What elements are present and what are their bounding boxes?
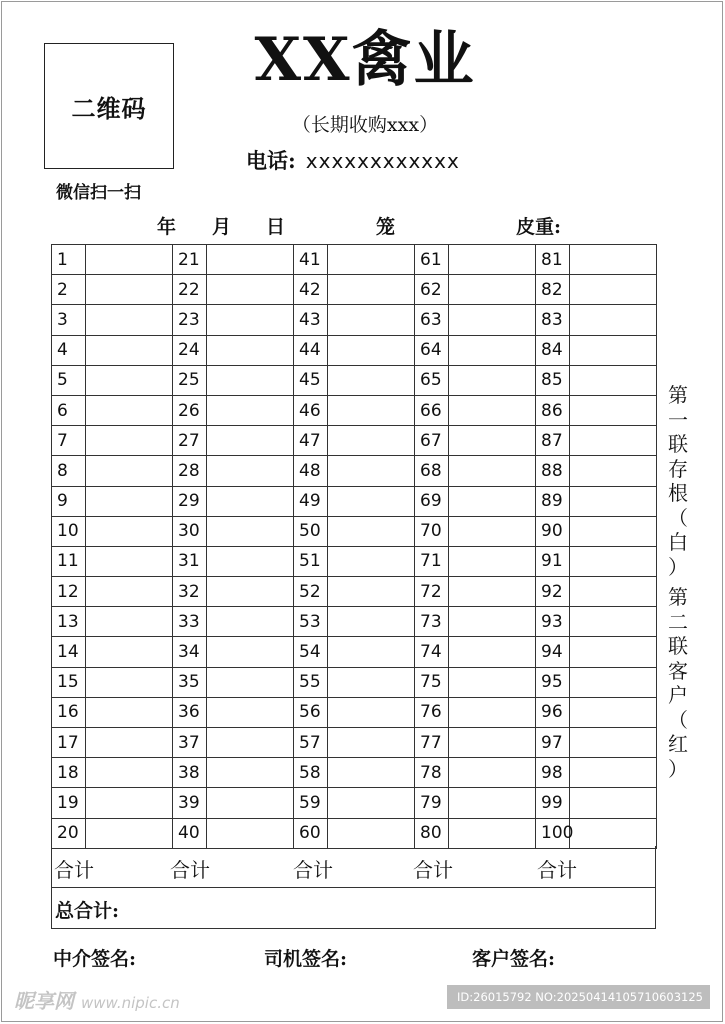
row-number-cell: 16 (52, 697, 86, 727)
row-number-cell: 40 (173, 818, 207, 848)
table-row (52, 637, 657, 667)
row-number-cell: 11 (52, 546, 86, 576)
row-number-cell: 29 (173, 486, 207, 516)
weight-entry-cell[interactable] (570, 245, 657, 275)
row-number-cell: 38 (173, 758, 207, 788)
weight-entry-cell[interactable] (86, 788, 173, 818)
weight-entry-cell[interactable] (570, 275, 657, 305)
watermark-logo (14, 985, 180, 1014)
row-number-cell: 94 (536, 637, 570, 667)
table-row (52, 818, 657, 848)
row-number-cell: 27 (173, 426, 207, 456)
weight-entry-cell[interactable] (570, 818, 657, 848)
row-number-cell: 10 (52, 516, 86, 546)
row-number-cell: 80 (415, 818, 449, 848)
weight-entry-cell[interactable] (570, 486, 657, 516)
weight-entry-cell[interactable] (570, 788, 657, 818)
row-number-cell: 85 (536, 365, 570, 395)
cage-count-label: 笼 (376, 216, 396, 238)
company-subtitle: （长期收购xxx） (291, 114, 439, 136)
row-number-cell: 86 (536, 395, 570, 425)
row-number-cell: 88 (536, 456, 570, 486)
weight-entry-cell[interactable] (86, 426, 173, 456)
row-number-cell: 77 (415, 728, 449, 758)
weight-entry-cell[interactable] (207, 607, 294, 637)
row-number-cell: 55 (294, 667, 328, 697)
row-number-cell: 82 (536, 275, 570, 305)
weight-entry-cell[interactable] (86, 546, 173, 576)
row-number-cell: 44 (294, 335, 328, 365)
weight-entry-cell[interactable] (86, 275, 173, 305)
row-number-cell: 48 (294, 456, 328, 486)
table-row (52, 577, 657, 607)
table-row (52, 546, 657, 576)
row-number-cell: 3 (52, 305, 86, 335)
row-number-cell: 34 (173, 637, 207, 667)
table-row (52, 365, 657, 395)
row-number-cell: 59 (294, 788, 328, 818)
table-row (52, 426, 657, 456)
table-row (52, 335, 657, 365)
weight-entry-cell[interactable] (86, 758, 173, 788)
weight-entry-cell[interactable] (570, 728, 657, 758)
qr-code-placeholder (44, 43, 174, 169)
table-row (52, 728, 657, 758)
weight-entry-cell[interactable] (570, 426, 657, 456)
row-number-cell: 66 (415, 395, 449, 425)
weight-entry-cell[interactable] (449, 275, 536, 305)
side-label-second-copy: 第 二 联 客 户 （ 红 ） (668, 585, 688, 781)
weight-entry-cell[interactable] (449, 577, 536, 607)
row-number-cell: 62 (415, 275, 449, 305)
row-number-cell: 73 (415, 607, 449, 637)
row-number-cell: 42 (294, 275, 328, 305)
weight-entry-cell[interactable] (86, 395, 173, 425)
weight-entry-cell[interactable] (328, 335, 415, 365)
row-number-cell: 15 (52, 667, 86, 697)
row-number-cell: 24 (173, 335, 207, 365)
weight-entry-cell[interactable] (328, 275, 415, 305)
row-number-cell: 95 (536, 667, 570, 697)
weight-entry-cell[interactable] (328, 365, 415, 395)
date-year-label: 年 (157, 216, 177, 238)
weight-entry-cell[interactable] (328, 245, 415, 275)
weight-entry-cell[interactable] (328, 516, 415, 546)
side-label-first-copy: 第 一 联 存 根 （ 白 ） (668, 383, 688, 579)
row-number-cell: 54 (294, 637, 328, 667)
row-number-cell: 79 (415, 788, 449, 818)
weight-entry-cell[interactable] (570, 697, 657, 727)
weight-entry-cell[interactable] (207, 456, 294, 486)
grand-total-row (51, 888, 656, 929)
agent-signature-label: 中介签名: (53, 948, 137, 970)
weight-entry-cell[interactable] (86, 486, 173, 516)
row-number-cell: 76 (415, 697, 449, 727)
weight-entry-cell[interactable] (328, 637, 415, 667)
weight-entry-cell[interactable] (207, 577, 294, 607)
table-row (52, 305, 657, 335)
weight-entry-cell[interactable] (328, 486, 415, 516)
weight-entry-cell[interactable] (449, 546, 536, 576)
table-row (52, 758, 657, 788)
row-number-cell: 18 (52, 758, 86, 788)
weight-entry-cell[interactable] (207, 697, 294, 727)
weight-entry-cell[interactable] (570, 335, 657, 365)
row-number-cell: 53 (294, 607, 328, 637)
row-number-cell: 89 (536, 486, 570, 516)
row-number-cell: 36 (173, 697, 207, 727)
weight-entry-cell[interactable] (86, 335, 173, 365)
row-number-cell: 6 (52, 395, 86, 425)
weight-entry-cell[interactable] (328, 607, 415, 637)
weight-entry-cell[interactable] (328, 305, 415, 335)
weight-entry-cell[interactable] (449, 245, 536, 275)
weight-entry-cell[interactable] (570, 395, 657, 425)
weight-entry-cell[interactable] (207, 395, 294, 425)
row-number-cell: 84 (536, 335, 570, 365)
weight-entry-cell[interactable] (449, 818, 536, 848)
row-number-cell: 87 (536, 426, 570, 456)
row-number-cell: 78 (415, 758, 449, 788)
row-number-cell: 33 (173, 607, 207, 637)
row-number-cell: 45 (294, 365, 328, 395)
row-number-cell: 35 (173, 667, 207, 697)
row-number-cell: 46 (294, 395, 328, 425)
row-number-cell: 99 (536, 788, 570, 818)
weight-entry-cell[interactable] (449, 395, 536, 425)
weight-entry-cell[interactable] (207, 486, 294, 516)
weight-entry-cell[interactable] (207, 305, 294, 335)
table-row (52, 486, 657, 516)
row-number-cell: 37 (173, 728, 207, 758)
row-number-cell: 47 (294, 426, 328, 456)
weight-entry-cell[interactable] (207, 788, 294, 818)
table-row (52, 245, 657, 275)
table-row (52, 697, 657, 727)
row-number-cell: 5 (52, 365, 86, 395)
row-number-cell: 57 (294, 728, 328, 758)
weight-entry-cell[interactable] (328, 697, 415, 727)
row-number-cell: 21 (173, 245, 207, 275)
weight-entry-cell[interactable] (86, 456, 173, 486)
weight-entry-cell[interactable] (86, 607, 173, 637)
table-row (52, 516, 657, 546)
weight-entry-cell[interactable] (207, 728, 294, 758)
row-number-cell: 9 (52, 486, 86, 516)
column-subtotal-label: 合计 (537, 858, 577, 882)
weight-entry-cell[interactable] (449, 788, 536, 818)
row-number-cell: 17 (52, 728, 86, 758)
watermark-logo-text: 昵享网 (14, 989, 74, 1013)
weight-entry-cell[interactable] (449, 335, 536, 365)
weight-entry-cell[interactable] (328, 667, 415, 697)
row-number-cell: 4 (52, 335, 86, 365)
weight-entry-cell[interactable] (328, 728, 415, 758)
tare-weight-label: 皮重: (516, 216, 562, 238)
weight-entry-cell[interactable] (449, 486, 536, 516)
row-number-cell: 60 (294, 818, 328, 848)
table-row (52, 275, 657, 305)
weight-entry-cell[interactable] (86, 577, 173, 607)
weight-entry-cell[interactable] (570, 305, 657, 335)
row-number-cell: 13 (52, 607, 86, 637)
weight-entry-cell[interactable] (570, 365, 657, 395)
weight-entry-cell[interactable] (328, 577, 415, 607)
row-number-cell: 71 (415, 546, 449, 576)
weight-entry-cell[interactable] (86, 365, 173, 395)
row-number-cell: 25 (173, 365, 207, 395)
row-number-cell: 23 (173, 305, 207, 335)
weight-entry-cell[interactable] (449, 697, 536, 727)
row-number-cell: 72 (415, 577, 449, 607)
weight-entry-cell[interactable] (570, 546, 657, 576)
weight-entry-cell[interactable] (86, 245, 173, 275)
weight-entry-cell[interactable] (207, 758, 294, 788)
weight-entry-cell[interactable] (328, 456, 415, 486)
weight-entry-cell[interactable] (570, 516, 657, 546)
weight-entry-cell[interactable] (207, 516, 294, 546)
weight-entry-cell[interactable] (328, 788, 415, 818)
column-subtotal-label: 合计 (54, 858, 94, 882)
row-number-cell: 64 (415, 335, 449, 365)
row-number-cell: 51 (294, 546, 328, 576)
row-number-cell: 67 (415, 426, 449, 456)
weight-entry-cell[interactable] (570, 637, 657, 667)
row-number-cell: 98 (536, 758, 570, 788)
row-number-cell: 39 (173, 788, 207, 818)
row-number-cell: 83 (536, 305, 570, 335)
row-number-cell: 7 (52, 426, 86, 456)
weight-entry-cell[interactable] (86, 818, 173, 848)
row-number-cell: 81 (536, 245, 570, 275)
row-number-cell: 70 (415, 516, 449, 546)
row-number-cell: 2 (52, 275, 86, 305)
date-month-label: 月 (212, 216, 232, 238)
column-subtotal-label: 合计 (293, 858, 333, 882)
weight-entry-cell[interactable] (449, 667, 536, 697)
weight-entry-cell[interactable] (328, 818, 415, 848)
row-number-cell: 41 (294, 245, 328, 275)
row-number-cell: 74 (415, 637, 449, 667)
row-number-cell: 52 (294, 577, 328, 607)
weight-entry-cell[interactable] (570, 577, 657, 607)
row-number-cell: 28 (173, 456, 207, 486)
weight-entry-cell[interactable] (207, 275, 294, 305)
row-number-cell: 20 (52, 818, 86, 848)
row-number-cell: 69 (415, 486, 449, 516)
weight-entry-cell[interactable] (207, 365, 294, 395)
company-name: XX禽业 (254, 25, 476, 95)
watermark-id-bar: ID:26015792 NO:20250414105710603125 (447, 985, 710, 1009)
driver-signature-label: 司机签名: (264, 948, 348, 970)
date-day-label: 日 (266, 216, 286, 238)
weight-entry-cell[interactable] (86, 667, 173, 697)
grand-total-label: 总合计: (55, 900, 120, 922)
row-number-cell: 68 (415, 456, 449, 486)
watermark-url: www.nipic.cn (80, 994, 180, 1012)
row-number-cell: 96 (536, 697, 570, 727)
weight-entry-cell[interactable] (449, 516, 536, 546)
weight-entry-cell[interactable] (449, 637, 536, 667)
row-number-cell: 8 (52, 456, 86, 486)
weight-entry-cell[interactable] (86, 637, 173, 667)
row-number-cell: 50 (294, 516, 328, 546)
weight-entry-cell[interactable] (449, 305, 536, 335)
column-subtotal-label: 合计 (170, 858, 210, 882)
row-number-cell: 30 (173, 516, 207, 546)
weight-entry-cell[interactable] (207, 667, 294, 697)
row-number-cell: 93 (536, 607, 570, 637)
weight-entry-cell[interactable] (207, 245, 294, 275)
row-number-cell: 61 (415, 245, 449, 275)
weight-entry-cell[interactable] (86, 697, 173, 727)
weight-entry-cell[interactable] (449, 607, 536, 637)
weight-entry-cell[interactable] (86, 728, 173, 758)
weight-entry-cell[interactable] (449, 456, 536, 486)
row-number-cell: 75 (415, 667, 449, 697)
weight-entry-cell[interactable] (449, 758, 536, 788)
subtotal-row (51, 846, 656, 888)
weight-entry-cell[interactable] (328, 426, 415, 456)
qr-code-label: 二维码 (71, 94, 147, 123)
phone-label: 电话: (246, 148, 296, 173)
weight-entry-cell[interactable] (328, 546, 415, 576)
weight-record-table (51, 244, 657, 849)
table-row (52, 456, 657, 486)
row-number-cell: 97 (536, 728, 570, 758)
weight-entry-cell[interactable] (449, 426, 536, 456)
customer-signature-label: 客户签名: (472, 948, 556, 970)
row-number-cell: 1 (52, 245, 86, 275)
weight-entry-cell[interactable] (449, 365, 536, 395)
row-number-cell: 19 (52, 788, 86, 818)
row-number-cell: 31 (173, 546, 207, 576)
weight-entry-cell[interactable] (570, 607, 657, 637)
row-number-cell: 12 (52, 577, 86, 607)
weight-entry-cell[interactable] (328, 758, 415, 788)
weight-entry-cell[interactable] (207, 637, 294, 667)
phone-value: xxxxxxxxxxxx (305, 149, 460, 173)
row-number-cell: 58 (294, 758, 328, 788)
table-row (52, 607, 657, 637)
weight-entry-cell[interactable] (207, 335, 294, 365)
row-number-cell: 63 (415, 305, 449, 335)
weight-entry-cell[interactable] (570, 667, 657, 697)
weight-entry-cell[interactable] (207, 426, 294, 456)
weight-entry-cell[interactable] (207, 818, 294, 848)
table-row (52, 667, 657, 697)
table-row (52, 395, 657, 425)
row-number-cell: 56 (294, 697, 328, 727)
row-number-cell: 91 (536, 546, 570, 576)
weight-entry-cell[interactable] (86, 305, 173, 335)
column-subtotal-label: 合计 (413, 858, 453, 882)
weight-entry-cell[interactable] (328, 395, 415, 425)
row-number-cell: 26 (173, 395, 207, 425)
row-number-cell: 22 (173, 275, 207, 305)
row-number-cell: 32 (173, 577, 207, 607)
weight-entry-cell[interactable] (570, 456, 657, 486)
weight-entry-cell[interactable] (449, 728, 536, 758)
row-number-cell: 14 (52, 637, 86, 667)
row-number-cell: 65 (415, 365, 449, 395)
row-number-cell: 92 (536, 577, 570, 607)
weight-entry-cell[interactable] (86, 516, 173, 546)
table-row (52, 788, 657, 818)
phone-line (246, 145, 460, 175)
row-number-cell: 43 (294, 305, 328, 335)
row-number-cell: 100 (536, 818, 570, 848)
row-number-cell: 49 (294, 486, 328, 516)
weight-entry-cell[interactable] (207, 546, 294, 576)
row-number-cell: 90 (536, 516, 570, 546)
weight-entry-cell[interactable] (570, 758, 657, 788)
qr-caption: 微信扫一扫 (56, 183, 141, 203)
